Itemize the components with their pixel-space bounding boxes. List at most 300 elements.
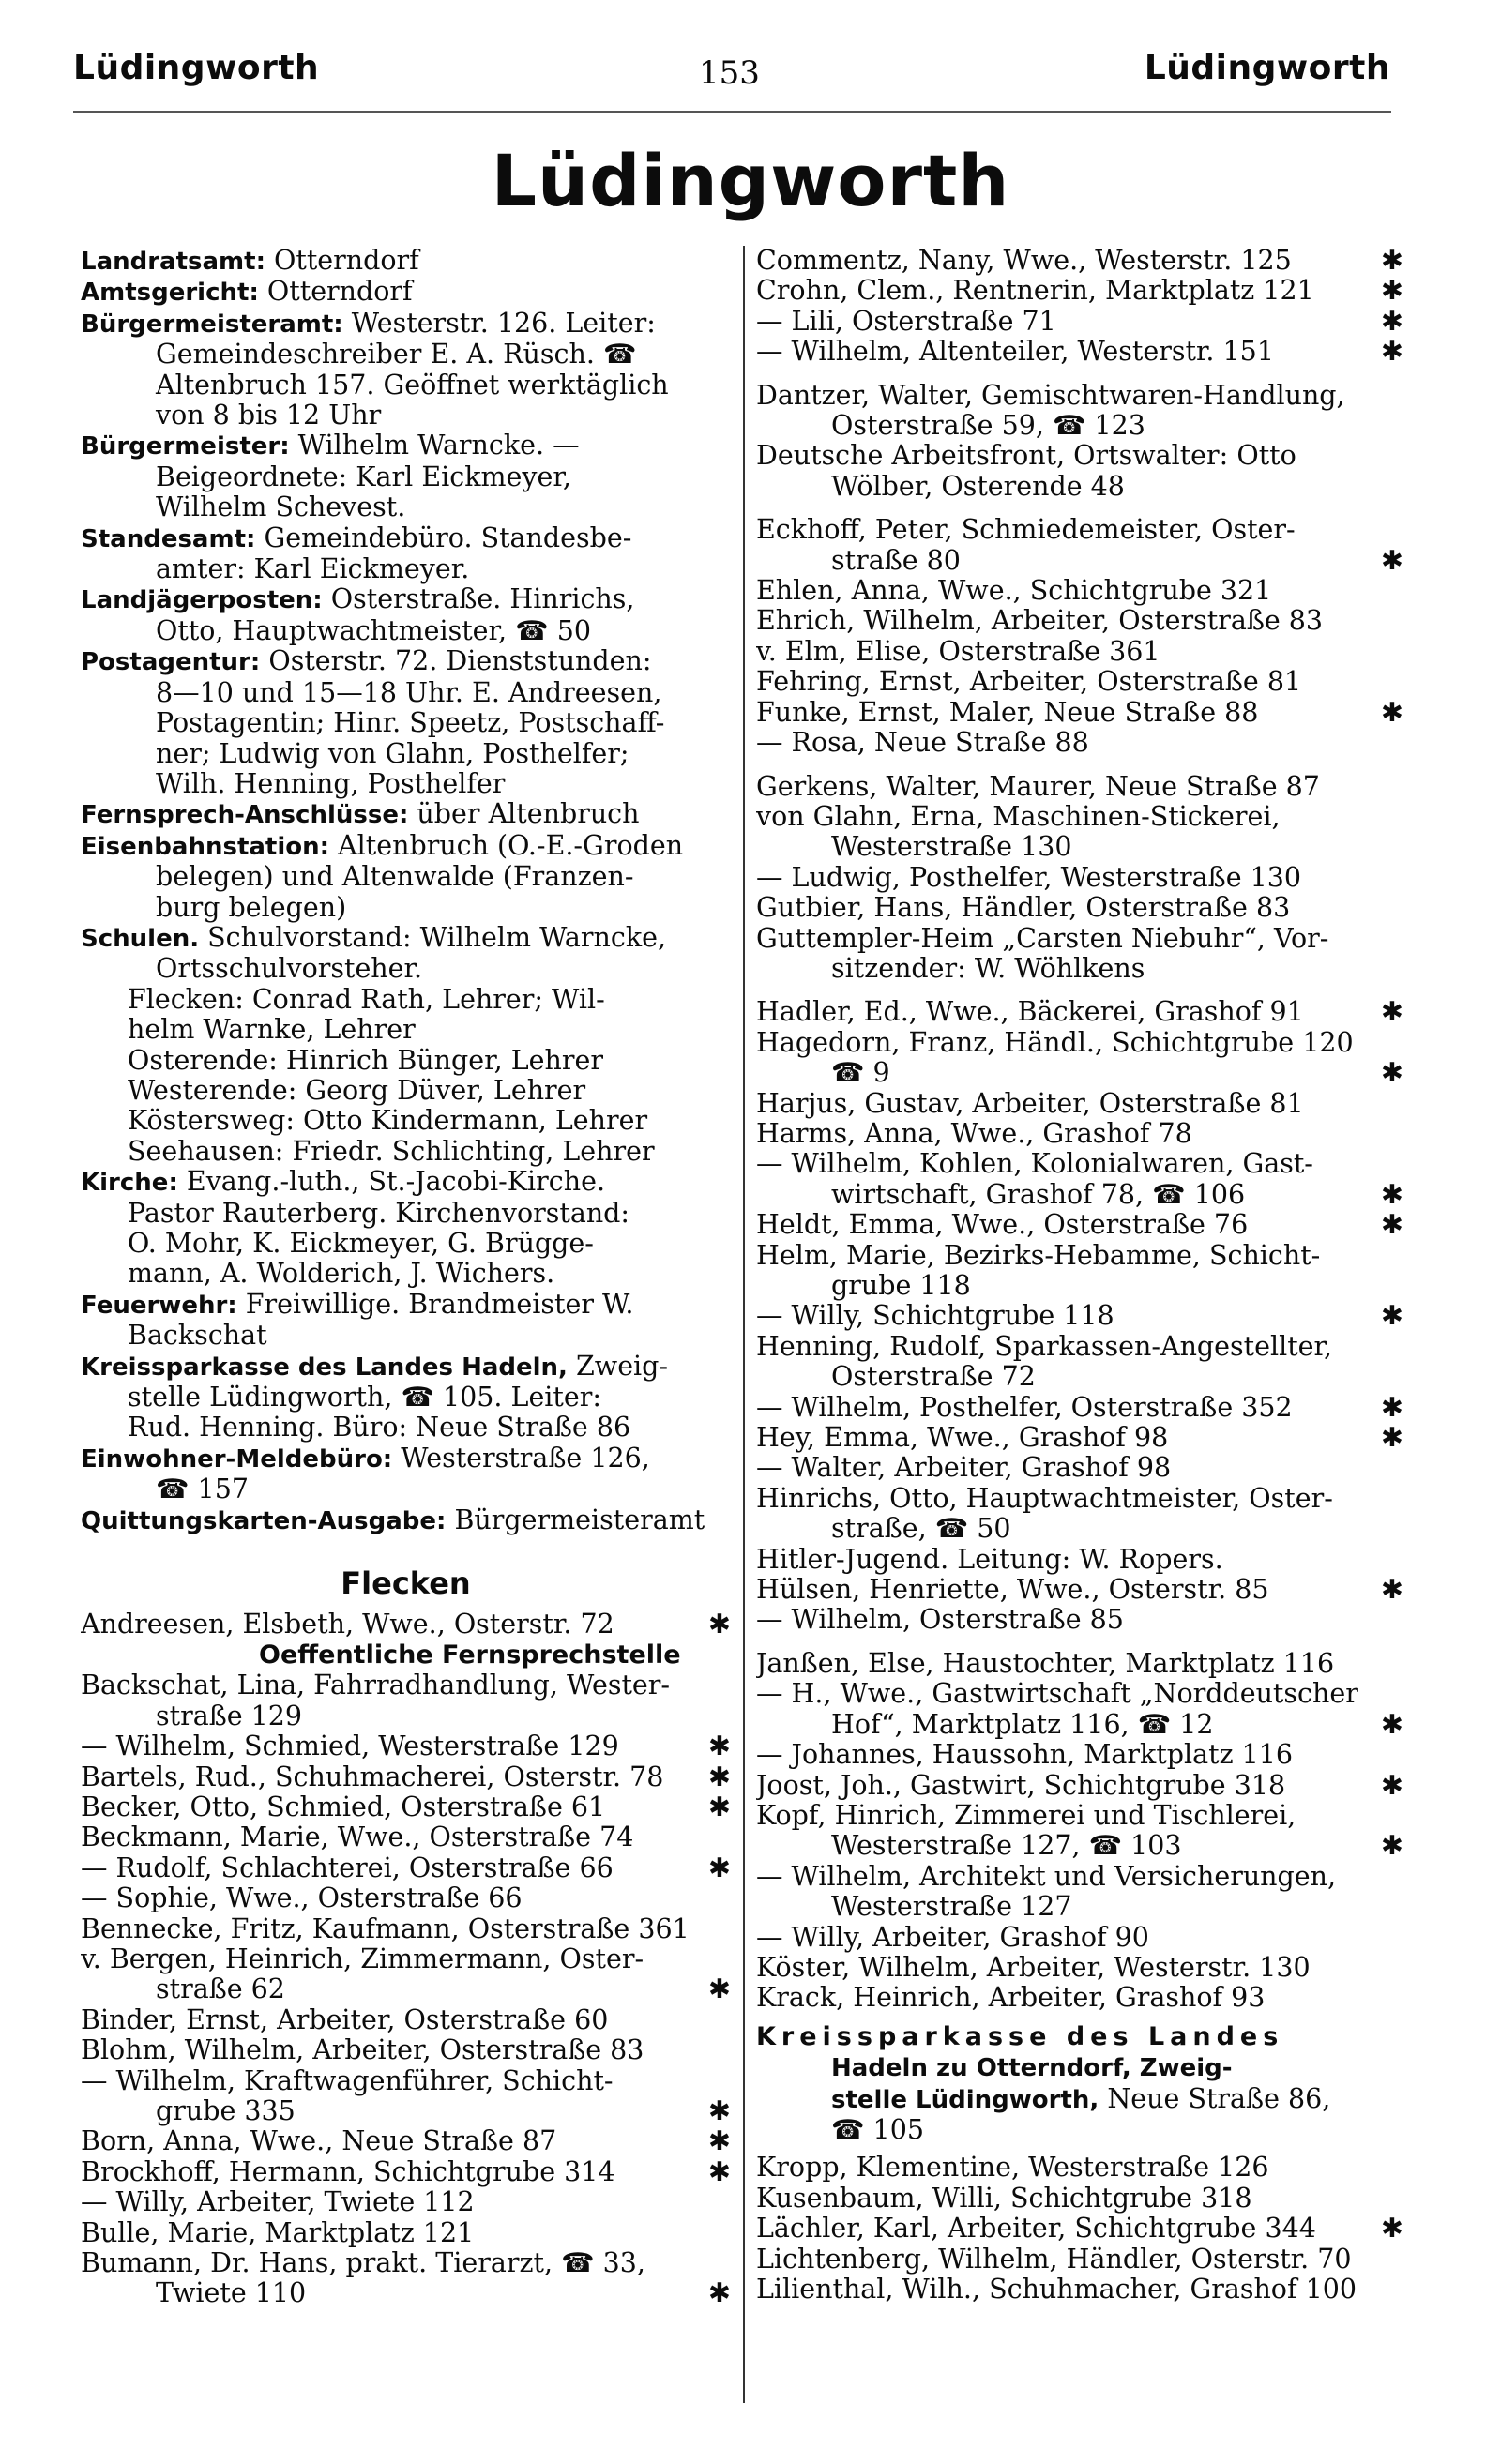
directory-entry xyxy=(756,924,1403,954)
directory-entry xyxy=(81,2005,731,2035)
left-column xyxy=(81,246,731,2309)
entry-text: — Willy, Arbeiter, Twiete 112 xyxy=(81,2187,475,2218)
entry-text: Kopf, Hinrich, Zimmerei und Tischlerei, xyxy=(756,1800,1296,1831)
entry-text: mann, A. Wolderich, J. Wichers. xyxy=(128,1259,555,1290)
directory-entry xyxy=(756,546,1403,576)
directory-entry xyxy=(756,1710,1403,1740)
resident-list-tail xyxy=(756,2153,1403,2305)
entry-text: Eckhoff, Peter, Schmiedemeister, Oster- xyxy=(756,515,1296,546)
entry-text: Krack, Heinrich, Arbeiter, Grashof 93 xyxy=(756,1983,1266,2014)
entry-text: Bumann, Dr. Hans, prakt. Tierarzt, ☎ 33, xyxy=(81,2248,645,2278)
entry-text-after: Neue Straße 86, xyxy=(1099,2083,1331,2114)
directory-entry xyxy=(756,1210,1403,1240)
directory-entry xyxy=(756,1393,1403,1423)
entry-label: Kirche: xyxy=(81,1169,178,1198)
entry-text: über Altenbruch xyxy=(408,799,640,830)
authority-entry xyxy=(81,1290,731,1321)
star-marker: ✱ xyxy=(1381,1210,1403,1241)
star-marker: ✱ xyxy=(1381,2214,1403,2245)
authority-entry xyxy=(81,799,731,830)
directory-entry xyxy=(756,863,1403,893)
directory-entry xyxy=(81,1474,731,1504)
authority-entry xyxy=(81,1505,731,1536)
entry-text: Andreesen, Elsbeth, Wwe., Osterstr. 72 xyxy=(81,1610,614,1640)
entry-text: — Johannes, Haussohn, Marktplatz 116 xyxy=(756,1740,1294,1771)
directory-entry xyxy=(756,1545,1403,1575)
entry-text: v. Bergen, Heinrich, Zimmermann, Oster- xyxy=(81,1943,644,1974)
entry-text: grube 118 xyxy=(831,1271,971,1301)
directory-entry xyxy=(756,2084,1403,2115)
star-marker: ✱ xyxy=(1381,1179,1403,1210)
entry-text: — Willy, Schichtgrube 118 xyxy=(756,1301,1114,1332)
directory-entry xyxy=(756,1892,1403,1922)
entry-text: ☎ 9 xyxy=(831,1058,890,1089)
entry-text: Born, Anna, Wwe., Neue Straße 87 xyxy=(81,2126,557,2157)
entry-text: Commentz, Nany, Wwe., Westerstr. 125 xyxy=(756,246,1292,276)
directory-entry xyxy=(756,411,1403,441)
entry-text: Westerende: Georg Düver, Lehrer xyxy=(128,1075,586,1106)
directory-entry xyxy=(756,1453,1403,1483)
entry-text: Rud. Henning. Büro: Neue Straße 86 xyxy=(128,1413,631,1444)
directory-entry xyxy=(81,678,731,708)
entry-text: Westerstr. 126. Leiter: xyxy=(342,308,656,339)
star-marker: ✱ xyxy=(1381,545,1403,576)
entry-text: Seehausen: Friedr. Schlichting, Lehrer xyxy=(128,1136,655,1167)
entry-text: Lächler, Karl, Arbeiter, Schichtgrube 344 xyxy=(756,2214,1316,2245)
directory-entry xyxy=(756,832,1403,862)
entry-text: Evang.-luth., St.-Jacobi-Kirche. xyxy=(177,1167,606,1198)
directory-entry xyxy=(81,1076,731,1106)
directory-entry xyxy=(756,1484,1403,1514)
entry-text: Zweig- xyxy=(567,1351,669,1382)
entry-text: Lichtenberg, Wilhelm, Händler, Osterstr. 70 xyxy=(756,2244,1352,2275)
directory-entry xyxy=(756,1831,1403,1861)
directory-entry xyxy=(756,2021,1403,2052)
directory-entry xyxy=(756,1362,1403,1392)
entry-text: Lilienthal, Wilh., Schuhmacher, Grashof 100 xyxy=(756,2275,1357,2305)
directory-entry xyxy=(756,728,1403,758)
entry-label: Feuerwehr: xyxy=(81,1291,237,1320)
entry-text: Hagedorn, Franz, Händl., Schichtgrube 120 xyxy=(756,1027,1354,1058)
entry-text: Backschat xyxy=(128,1321,267,1352)
entry-text: — Wilhelm, Kraftwagenführer, Schicht- xyxy=(81,2065,614,2096)
authority-entry xyxy=(81,523,731,554)
directory-entry xyxy=(81,554,731,584)
entry-text: Bennecke, Fritz, Kaufmann, Osterstraße 361 xyxy=(81,1913,690,1944)
entry-label: Landjägerposten: xyxy=(81,586,323,615)
directory-entry xyxy=(756,276,1403,306)
directory-entry xyxy=(756,1241,1403,1271)
star-marker: ✱ xyxy=(1381,306,1403,337)
directory-entry xyxy=(81,401,731,431)
entry-text: Osterstr. 72. Dienststunden: xyxy=(260,646,652,677)
entry-text: straße 80 xyxy=(831,545,961,576)
entry-text: Westerstraße 130 xyxy=(831,832,1072,863)
directory-entry xyxy=(81,2157,731,2187)
entry-text: Wilhelm Warncke. — xyxy=(289,431,580,461)
entry-text: Gemeindeschreiber E. A. Rüsch. ☎ xyxy=(156,340,637,370)
entry-text: Köstersweg: Otto Kindermann, Lehrer xyxy=(128,1106,648,1137)
directory-entry xyxy=(756,667,1403,697)
entry-label: Schulen. xyxy=(81,924,200,953)
star-marker: ✱ xyxy=(708,1974,731,2005)
directory-entry xyxy=(756,1332,1403,1362)
entry-text: Hadeln zu Otterndorf, Zweig- xyxy=(831,2054,1233,2083)
entry-text: Westerstraße 127 xyxy=(831,1892,1072,1923)
entry-text: Joost, Joh., Gastwirt, Schichtgrube 318 xyxy=(756,1770,1286,1801)
entry-text: ☎ 105 xyxy=(831,2114,924,2145)
entry-text: Flecken: Conrad Rath, Lehrer; Wil- xyxy=(128,984,605,1015)
star-marker: ✱ xyxy=(708,2095,731,2126)
entry-text: Crohn, Clem., Rentnerin, Marktplatz 121 xyxy=(756,276,1314,307)
spacer xyxy=(756,368,1403,381)
entry-text: grube 335 xyxy=(156,2095,296,2126)
directory-entry xyxy=(81,1259,731,1289)
entry-text: von 8 bis 12 Uhr xyxy=(156,401,382,431)
entry-label: Quittungskarten-Ausgabe: xyxy=(81,1506,447,1535)
directory-entry xyxy=(81,340,731,370)
entry-text: Gemeindebüro. Standesbe- xyxy=(255,522,632,553)
directory-entry xyxy=(756,1514,1403,1544)
star-marker: ✱ xyxy=(708,1761,731,1792)
directory-entry xyxy=(756,1058,1403,1088)
entry-text: ☎ 157 xyxy=(156,1474,249,1505)
directory-entry xyxy=(756,441,1403,471)
directory-entry xyxy=(756,802,1403,832)
directory-entry xyxy=(81,862,731,892)
entry-text: Dantzer, Walter, Gemischtwaren-Handlung, xyxy=(756,380,1345,411)
entry-text: Bartels, Rud., Schuhmacherei, Osterstr. 78 xyxy=(81,1761,664,1792)
entry-text: O. Mohr, K. Eickmeyer, G. Brügge- xyxy=(128,1229,594,1259)
entry-text: amter: Karl Eickmeyer. xyxy=(156,554,470,585)
directory-entry xyxy=(756,1801,1403,1831)
directory-entry xyxy=(81,769,731,799)
entry-label: Einwohner-Meldebüro: xyxy=(81,1444,393,1474)
entry-text: Postagentin; Hinr. Speetz, Postschaff- xyxy=(156,708,665,739)
authority-entry xyxy=(81,584,731,615)
entry-text: Wilh. Henning, Posthelfer xyxy=(156,768,506,799)
entry-text: Deutsche Arbeitsfront, Ortswalter: Otto xyxy=(756,441,1296,472)
directory-entry xyxy=(81,1199,731,1229)
directory-entry xyxy=(81,492,731,522)
directory-entry xyxy=(81,2035,731,2065)
column-divider xyxy=(743,246,745,2403)
entry-text: von Glahn, Erna, Maschinen-Stickerei, xyxy=(756,801,1281,832)
authority-entry xyxy=(81,923,731,954)
entry-text: Ehrich, Wilhelm, Arbeiter, Osterstraße 83 xyxy=(756,606,1324,637)
directory-entry xyxy=(81,1944,731,1974)
entry-text: Backschat, Lina, Fahrradhandlung, Wester- xyxy=(81,1670,671,1701)
entry-text: Becker, Otto, Schmied, Osterstraße 61 xyxy=(81,1791,606,1822)
entry-text: Westerstraße 127, ☎ 103 xyxy=(831,1831,1182,1862)
directory-entry xyxy=(756,1119,1403,1149)
entry-text: Wilhelm Schevest. xyxy=(156,492,406,523)
entry-text: Altenbruch 157. Geöffnet werktäglich xyxy=(156,370,669,401)
directory-entry xyxy=(81,1762,731,1792)
star-marker: ✱ xyxy=(708,1731,731,1762)
entry-text: Kusenbaum, Willi, Schichtgrube 318 xyxy=(756,2183,1252,2214)
authority-entry xyxy=(81,431,731,461)
directory-entry xyxy=(81,739,731,769)
directory-entry xyxy=(81,708,731,738)
star-marker: ✱ xyxy=(1381,276,1403,307)
directory-entry xyxy=(756,2115,1403,2145)
directory-entry xyxy=(81,1914,731,1944)
entry-text: sitzender: W. Wöhlkens xyxy=(831,953,1145,984)
page-title: Lüdingworth xyxy=(491,139,1010,222)
directory-entry xyxy=(81,2126,731,2156)
running-header-left: Lüdingworth xyxy=(73,49,320,87)
entry-text: Hey, Emma, Wwe., Grashof 98 xyxy=(756,1423,1169,1454)
entry-text: — Ludwig, Posthelfer, Westerstraße 130 xyxy=(756,862,1302,893)
entry-text: Köster, Wilhelm, Arbeiter, Westerstr. 130 xyxy=(756,1952,1311,1983)
directory-entry xyxy=(756,1953,1403,1983)
entry-text: Heldt, Emma, Wwe., Osterstraße 76 xyxy=(756,1210,1249,1241)
entry-text: Schulvorstand: Wilhelm Warncke, xyxy=(199,922,667,953)
star-marker: ✱ xyxy=(1381,1709,1403,1740)
entry-text: Otto, Hauptwachtmeister, ☎ 50 xyxy=(156,615,591,646)
right-column xyxy=(756,246,1403,2305)
directory-entry xyxy=(81,2066,731,2096)
directory-entry xyxy=(756,1575,1403,1605)
directory-entry xyxy=(756,997,1403,1027)
directory-entry xyxy=(756,954,1403,984)
entry-text: — Wilhelm, Osterstraße 85 xyxy=(756,1605,1124,1636)
directory-entry xyxy=(81,616,731,646)
directory-entry xyxy=(756,337,1403,367)
spacer xyxy=(756,984,1403,997)
star-marker: ✱ xyxy=(1381,1392,1403,1423)
directory-entry xyxy=(81,985,731,1015)
entry-label: Eisenbahnstation: xyxy=(81,832,330,861)
subsection-heading-phone: Oeffentliche Fernsprechstelle xyxy=(259,1640,681,1670)
entry-text: — H., Wwe., Gastwirtschaft „Norddeutscher xyxy=(756,1679,1358,1710)
directory-entry xyxy=(81,462,731,492)
entry-text: — Wilhelm, Altenteiler, Westerstr. 151 xyxy=(756,337,1274,368)
entry-text: Harms, Anna, Wwe., Grashof 78 xyxy=(756,1118,1192,1149)
authority-entry xyxy=(81,1352,731,1383)
directory-entry xyxy=(756,1679,1403,1709)
entry-text: Janßen, Else, Haustochter, Marktplatz 116 xyxy=(756,1648,1335,1679)
directory-entry xyxy=(756,1271,1403,1301)
entry-text: Pastor Rauterberg. Kirchenvorstand: xyxy=(128,1198,630,1229)
entry-text: Freiwillige. Brandmeister W. xyxy=(236,1289,634,1320)
entry-text: Otterndorf xyxy=(265,246,419,276)
star-marker: ✱ xyxy=(1381,697,1403,728)
directory-entry xyxy=(756,1301,1403,1331)
entry-text: straße 129 xyxy=(156,1701,303,1731)
star-marker: ✱ xyxy=(1381,1575,1403,1606)
directory-entry xyxy=(756,2184,1403,2214)
star-marker: ✱ xyxy=(1381,997,1403,1028)
star-marker: ✱ xyxy=(708,1791,731,1822)
entry-text: Beigeordnete: Karl Eickmeyer, xyxy=(156,461,571,492)
entry-text: Blohm, Wilhelm, Arbeiter, Osterstraße 83 xyxy=(81,2035,644,2066)
entry-text: Fehring, Ernst, Arbeiter, Osterstraße 81 xyxy=(756,667,1302,698)
entry-text: Hadler, Ed., Wwe., Bäckerei, Grashof 91 xyxy=(756,997,1304,1028)
directory-entry xyxy=(756,637,1403,667)
kreissparkasse-block xyxy=(756,2021,1403,2146)
directory-entry xyxy=(81,1137,731,1167)
entry-label: Amtsgericht: xyxy=(81,279,259,308)
star-marker: ✱ xyxy=(1381,1831,1403,1862)
spacer xyxy=(756,1636,1403,1649)
entry-text: Binder, Ernst, Arbeiter, Osterstraße 60 xyxy=(81,2004,609,2035)
directory-entry xyxy=(756,698,1403,728)
directory-entry xyxy=(756,1923,1403,1953)
entry-text: helm Warnke, Lehrer xyxy=(128,1015,416,1046)
directory-entry xyxy=(756,1649,1403,1679)
entry-text: Kropp, Klementine, Westerstraße 126 xyxy=(756,2153,1269,2184)
entry-label: Postagentur: xyxy=(81,648,261,677)
entry-text: Gutbier, Hans, Händler, Osterstraße 83 xyxy=(756,893,1291,924)
entry-text: — Walter, Arbeiter, Grashof 98 xyxy=(756,1453,1172,1484)
directory-entry xyxy=(81,1670,731,1701)
entry-text: stelle Lüdingworth, xyxy=(831,2085,1099,2114)
directory-entry xyxy=(756,2153,1403,2183)
entry-text: — Rosa, Neue Straße 88 xyxy=(756,728,1089,759)
entry-text: — Wilhelm, Kohlen, Kolonialwaren, Gast- xyxy=(756,1149,1313,1180)
entry-text: Hitler-Jugend. Leitung: W. Ropers. xyxy=(756,1544,1223,1575)
entry-text: Hülsen, Henriette, Wwe., Osterstr. 85 xyxy=(756,1575,1269,1606)
authority-entry xyxy=(81,309,731,340)
star-marker: ✱ xyxy=(708,2126,731,2157)
directory-entry xyxy=(81,1015,731,1045)
entry-text: wirtschaft, Grashof 78, ☎ 106 xyxy=(831,1179,1246,1210)
directory-entry xyxy=(756,1028,1403,1058)
authority-list xyxy=(81,246,731,1536)
authority-entry xyxy=(81,646,731,677)
directory-entry xyxy=(81,1610,731,1640)
header-rule xyxy=(73,111,1391,113)
star-marker: ✱ xyxy=(708,1610,731,1640)
entry-text: belegen) und Altenwalde (Franzen- xyxy=(156,862,634,893)
authority-entry xyxy=(81,1444,731,1474)
directory-entry xyxy=(756,2214,1403,2244)
directory-entry xyxy=(756,606,1403,636)
directory-entry xyxy=(756,472,1403,502)
entry-text: — Wilhelm, Architekt und Versicherungen, xyxy=(756,1861,1337,1892)
directory-entry xyxy=(756,1740,1403,1770)
entry-text: Wölber, Osterende 48 xyxy=(831,471,1125,502)
entry-text: Brockhoff, Hermann, Schichtgrube 314 xyxy=(81,2156,615,2187)
entry-text: Henning, Rudolf, Sparkassen-Angestellter, xyxy=(756,1331,1333,1362)
entry-label: Fernsprech-Anschlüsse: xyxy=(81,801,409,830)
directory-entry xyxy=(756,2052,1403,2083)
entry-text: straße 62 xyxy=(156,1974,285,2005)
directory-entry xyxy=(81,1046,731,1076)
resident-list-right xyxy=(756,246,1403,2014)
entry-text: — Wilhelm, Posthelfer, Osterstraße 352 xyxy=(756,1392,1293,1423)
authority-entry xyxy=(81,277,731,308)
directory-entry xyxy=(81,1229,731,1259)
entry-text: Bulle, Marie, Marktplatz 121 xyxy=(81,2217,475,2248)
directory-entry xyxy=(756,1180,1403,1210)
entry-text: — Wilhelm, Schmied, Westerstraße 129 xyxy=(81,1731,619,1762)
section-heading-flecken: Flecken xyxy=(341,1565,471,1602)
directory-entry xyxy=(756,1605,1403,1635)
entry-text: — Lili, Osterstraße 71 xyxy=(756,306,1056,337)
entry-text: Guttempler-Heim „Carsten Niebuhr“, Vor- xyxy=(756,923,1329,954)
entry-text: Twiete 110 xyxy=(156,2278,307,2309)
star-marker: ✱ xyxy=(708,1852,731,1883)
entry-text: Hof“, Marktplatz 116, ☎ 12 xyxy=(831,1709,1214,1740)
entry-text: Altenbruch (O.-E.-Groden xyxy=(329,830,684,861)
entry-text: Kreissparkasse des Landes xyxy=(756,2021,1284,2051)
entry-label: Bürgermeister: xyxy=(81,432,290,461)
directory-entry xyxy=(756,1983,1403,2013)
entry-text: Gerkens, Walter, Maurer, Neue Straße 87 xyxy=(756,771,1320,802)
entry-text: Osterstraße 59, ☎ 123 xyxy=(831,411,1145,442)
star-marker: ✱ xyxy=(708,2278,731,2309)
entry-text: 8—10 und 15—18 Uhr. E. Andreesen, xyxy=(156,677,662,708)
running-header-right: Lüdingworth xyxy=(1144,49,1390,87)
entry-text: — Rudolf, Schlachterei, Osterstraße 66 xyxy=(81,1852,614,1883)
entry-text: Hinrichs, Otto, Hauptwachtmeister, Oster- xyxy=(756,1483,1333,1514)
entry-text: Harjus, Gustav, Arbeiter, Osterstraße 81 xyxy=(756,1088,1304,1119)
spacer xyxy=(756,759,1403,772)
entry-text: Westerstraße 126, xyxy=(392,1443,650,1474)
directory-entry xyxy=(756,772,1403,802)
entry-text: Helm, Marie, Bezirks-Hebamme, Schicht- xyxy=(756,1240,1321,1271)
directory-entry xyxy=(756,1771,1403,1801)
entry-text: Bürgermeisteramt xyxy=(446,1504,705,1535)
authority-entry xyxy=(81,1167,731,1198)
directory-entry xyxy=(756,893,1403,923)
directory-entry xyxy=(756,2245,1403,2275)
directory-entry xyxy=(81,1701,731,1731)
directory-entry xyxy=(81,1413,731,1443)
directory-entry xyxy=(81,1974,731,2004)
directory-entry xyxy=(756,1149,1403,1179)
entry-label: Standesamt: xyxy=(81,524,256,553)
directory-entry xyxy=(81,893,731,923)
entry-text: — Sophie, Wwe., Osterstraße 66 xyxy=(81,1883,523,1914)
directory-entry xyxy=(81,370,731,401)
star-marker: ✱ xyxy=(1381,1423,1403,1454)
star-marker: ✱ xyxy=(1381,337,1403,368)
star-marker: ✱ xyxy=(708,2156,731,2187)
directory-entry xyxy=(756,1089,1403,1119)
entry-text: Otterndorf xyxy=(258,277,413,308)
spacer xyxy=(756,502,1403,515)
directory-entry xyxy=(81,2248,731,2278)
entry-text: burg belegen) xyxy=(156,892,347,923)
directory-entry xyxy=(81,1383,731,1413)
directory-entry xyxy=(81,1853,731,1883)
directory-entry xyxy=(81,2218,731,2248)
star-marker: ✱ xyxy=(1381,1770,1403,1801)
entry-label: Kreissparkasse des Landes Hadeln, xyxy=(81,1353,568,1382)
star-marker: ✱ xyxy=(1381,1301,1403,1332)
entry-text: straße, ☎ 50 xyxy=(831,1514,1011,1545)
entry-text: Osterstraße 72 xyxy=(831,1362,1036,1393)
directory-entry xyxy=(81,1822,731,1852)
entry-text: Osterende: Hinrich Bünger, Lehrer xyxy=(128,1045,604,1076)
star-marker: ✱ xyxy=(1381,1058,1403,1089)
directory-entry xyxy=(756,1423,1403,1453)
entry-label: Bürgermeisteramt: xyxy=(81,310,343,339)
entry-text: Osterstraße. Hinrichs, xyxy=(322,584,635,615)
authority-entry xyxy=(81,831,731,862)
entry-label: Landratsamt: xyxy=(81,248,265,276)
directory-entry xyxy=(81,1883,731,1913)
entry-text: Ortsschulvorsteher. xyxy=(156,954,423,985)
directory-entry xyxy=(756,246,1403,276)
entry-text: ner; Ludwig von Glahn, Posthelfer; xyxy=(156,738,629,769)
directory-entry xyxy=(756,515,1403,545)
page-number: 153 xyxy=(699,54,760,92)
